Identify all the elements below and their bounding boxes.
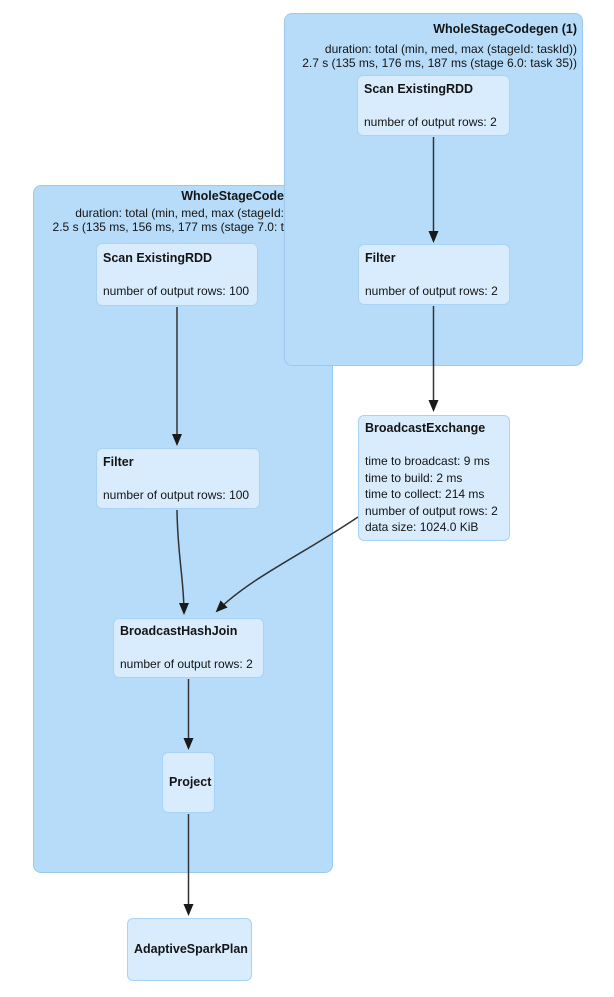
node-metric: number of output rows: 2 (365, 503, 498, 518)
plan-node-broadcastexchange[interactable] (358, 415, 510, 541)
node-metric: number of output rows: 2 (364, 114, 497, 129)
cluster-duration-line-1: duration: total (min, med, max (stageId: taskId)) (324, 42, 577, 56)
node-title: Filter (365, 250, 396, 265)
plan-node-project[interactable] (162, 752, 215, 813)
node-metric: number of output rows: 2 (120, 657, 253, 672)
plan-node-scan-existingrdd-1[interactable] (357, 75, 510, 136)
node-metric: number of output rows: 100 (103, 487, 250, 502)
plan-node-scan-existingrdd-2[interactable] (96, 243, 258, 306)
node-title: AdaptiveSparkPlan (134, 942, 248, 957)
node-title: BroadcastHashJoin (120, 624, 238, 639)
cluster-wholestagecodegen-1 (284, 13, 583, 366)
plan-node-adaptivesparkplan[interactable] (127, 918, 252, 981)
node-title: BroadcastExchange (365, 421, 486, 436)
plan-node-filter-2[interactable] (96, 448, 260, 509)
cluster-title: WholeStageCode (181, 189, 284, 203)
cluster-header (34, 189, 284, 234)
node-metric: time to broadcast: 9 ms (365, 454, 490, 469)
node-metric: number of output rows: 2 (365, 283, 498, 298)
node-metric: data size: 1024.0 KiB (365, 520, 479, 535)
node-title: Scan ExistingRDD (364, 81, 474, 96)
node-metric: time to build: 2 ms (365, 470, 463, 485)
cluster-title: WholeStageCodegen (1) (433, 22, 577, 36)
cluster-duration-line-2: 2.7 s (135 ms, 176 ms, 187 ms (stage 6.0: task 35)) (302, 55, 577, 70)
cluster-header (285, 14, 582, 70)
plan-node-filter-1[interactable] (358, 244, 510, 305)
node-title: Scan ExistingRDD (103, 250, 213, 265)
node-metric: number of output rows: 100 (103, 283, 250, 298)
node-title: Filter (103, 454, 134, 469)
node-metric: time to collect: 214 ms (365, 487, 485, 502)
cluster-duration-line-1: duration: total (min, med, max (stageId: (75, 206, 284, 220)
plan-node-broadcasthashjoin[interactable] (113, 618, 264, 678)
node-title: Project (169, 775, 212, 790)
cluster-duration-line-2: 2.5 s (135 ms, 156 ms, 177 ms (stage 7.0: t (52, 219, 284, 234)
